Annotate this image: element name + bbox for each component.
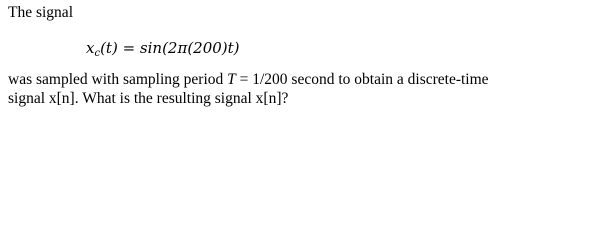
problem-line-1-prefix: was sampled with sampling period xyxy=(8,71,228,88)
intro-text: The signal xyxy=(8,4,73,21)
equation-rhs: (t) = sin(2π(200)t) xyxy=(100,39,240,57)
problem-line-1-suffix: = 1/200 second to obtain a discrete-time xyxy=(235,71,489,88)
equation-lhs-subscript: c xyxy=(94,48,101,59)
signal-equation xyxy=(86,39,240,57)
sampling-period-symbol: T xyxy=(227,71,236,88)
equation-lhs-variable: x xyxy=(86,39,95,57)
problem-line-1 xyxy=(8,71,489,89)
problem-line-2: signal x[n]. What is the resulting signal x[n]? xyxy=(8,90,289,107)
